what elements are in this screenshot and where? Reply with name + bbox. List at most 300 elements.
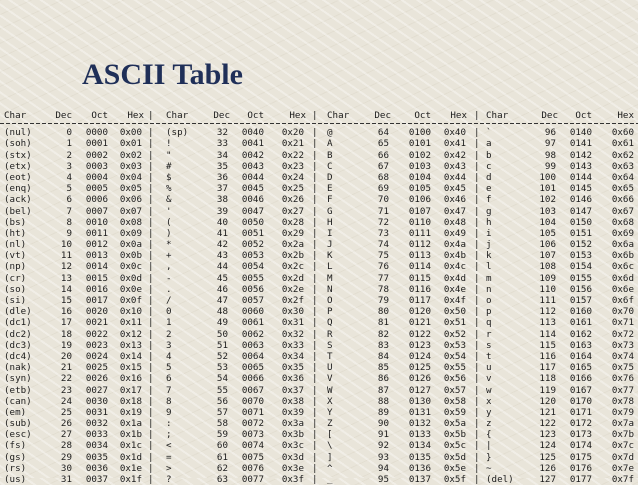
- cell-oct: 0131: [408, 406, 431, 418]
- cell-dec: 56: [216, 395, 228, 407]
- cell-hex: 0x59: [443, 406, 466, 418]
- cell-char: o: [486, 295, 492, 306]
- table-row: [0, 217, 638, 228]
- cell-oct: 0140: [569, 127, 592, 139]
- cell-dec: 15: [60, 295, 72, 306]
- cell-hex: 0x3c: [281, 440, 304, 452]
- cell-hex: 0x23: [281, 160, 304, 172]
- cell-char: (np): [4, 261, 27, 273]
- cell-oct: 0001: [85, 138, 108, 150]
- cell-hex: 0x3d: [281, 451, 304, 463]
- cell-oct: 0106: [408, 194, 431, 206]
- cell-char: C: [327, 160, 333, 172]
- cell-hex: 0x7e: [611, 462, 634, 474]
- cell-oct: 0055: [241, 272, 264, 284]
- column-separator: |: [312, 406, 318, 418]
- cell-char: h: [486, 216, 492, 228]
- cell-hex: 0x18: [119, 395, 142, 407]
- column-separator: |: [474, 384, 480, 396]
- column-separator: |: [312, 183, 318, 195]
- table-row: [0, 474, 638, 485]
- cell-dec: 26: [60, 418, 72, 430]
- cell-hex: 0x66: [611, 194, 634, 206]
- column-header: Dec: [213, 110, 230, 121]
- cell-hex: 0x4b: [443, 250, 466, 262]
- cell-hex: 0x2e: [281, 283, 304, 295]
- column-separator: |: [312, 462, 318, 474]
- cell-dec: 111: [539, 295, 556, 306]
- cell-dec: 1: [66, 138, 72, 150]
- table-row: [0, 396, 638, 407]
- cell-hex: 0x76: [611, 373, 634, 385]
- cell-dec: 115: [539, 339, 556, 351]
- cell-dec: 64: [377, 127, 389, 139]
- cell-oct: 0102: [408, 149, 431, 161]
- cell-dec: 37: [216, 183, 228, 195]
- column-separator: |: [148, 160, 154, 172]
- cell-char: ,: [166, 261, 172, 273]
- cell-char: j: [486, 239, 492, 251]
- table-row: [0, 273, 638, 284]
- cell-char: m: [486, 272, 492, 284]
- cell-hex: 0x5c: [443, 440, 466, 452]
- cell-char: 3: [166, 339, 172, 351]
- cell-oct: 0016: [85, 283, 108, 295]
- cell-dec: 8: [66, 216, 72, 228]
- cell-char: R: [327, 328, 333, 340]
- cell-hex: 0x1f: [119, 474, 142, 485]
- column-header: Char: [166, 110, 189, 121]
- cell-dec: 63: [216, 474, 228, 485]
- cell-char: D: [327, 171, 333, 183]
- column-header: |: [148, 110, 154, 121]
- cell-oct: 0165: [569, 362, 592, 374]
- cell-char: Z: [327, 418, 333, 430]
- cell-dec: 34: [216, 149, 228, 161]
- cell-hex: 0x2c: [281, 261, 304, 273]
- cell-hex: 0x4c: [443, 261, 466, 273]
- cell-hex: 0x64: [611, 171, 634, 183]
- column-separator: |: [148, 328, 154, 340]
- cell-hex: 0x55: [443, 362, 466, 374]
- column-separator: |: [148, 171, 154, 183]
- cell-hex: 0x4d: [443, 272, 466, 284]
- cell-oct: 0103: [408, 160, 431, 172]
- cell-char: (bel): [4, 205, 32, 217]
- column-separator: |: [148, 418, 154, 430]
- cell-hex: 0x3f: [281, 474, 304, 485]
- cell-dec: 100: [539, 171, 556, 183]
- cell-dec: 38: [216, 194, 228, 206]
- cell-hex: 0x0b: [119, 250, 142, 262]
- cell-char: X: [327, 395, 333, 407]
- cell-char: .: [166, 283, 172, 295]
- cell-hex: 0x33: [281, 339, 304, 351]
- cell-char: g: [486, 205, 492, 217]
- cell-char: (dle): [4, 306, 32, 318]
- cell-char: (ht): [4, 227, 27, 239]
- table-header-row: [0, 110, 638, 121]
- column-separator: |: [312, 440, 318, 452]
- cell-dec: 50: [216, 328, 228, 340]
- cell-oct: 0002: [85, 149, 108, 161]
- cell-char: (nak): [4, 362, 32, 374]
- column-separator: |: [474, 362, 480, 374]
- cell-oct: 0147: [569, 205, 592, 217]
- cell-char: (del): [486, 474, 514, 485]
- cell-dec: 76: [377, 261, 389, 273]
- cell-char: v: [486, 373, 492, 385]
- column-separator: |: [474, 205, 480, 217]
- column-separator: |: [312, 205, 318, 217]
- cell-char: J: [327, 239, 333, 251]
- cell-char: S: [327, 339, 333, 351]
- cell-char: ^: [327, 462, 333, 474]
- table-row: [0, 239, 638, 250]
- cell-dec: 104: [539, 216, 556, 228]
- cell-dec: 7: [66, 205, 72, 217]
- column-separator: |: [474, 272, 480, 284]
- column-separator: |: [312, 216, 318, 228]
- cell-oct: 0127: [408, 384, 431, 396]
- cell-hex: 0x35: [281, 362, 304, 374]
- cell-char: (em): [4, 406, 27, 418]
- cell-hex: 0x5d: [443, 451, 466, 463]
- cell-dec: 103: [539, 205, 556, 217]
- column-separator: |: [312, 451, 318, 463]
- cell-hex: 0x5a: [443, 418, 466, 430]
- table-row: [0, 429, 638, 440]
- cell-oct: 0017: [85, 295, 108, 306]
- cell-char: &: [166, 194, 172, 206]
- cell-char: T: [327, 350, 333, 362]
- cell-oct: 0161: [569, 317, 592, 329]
- cell-dec: 47: [216, 295, 228, 306]
- cell-hex: 0x6a: [611, 239, 634, 251]
- cell-hex: 0x6f: [611, 295, 634, 306]
- cell-char: 6: [166, 373, 172, 385]
- cell-oct: 0146: [569, 194, 592, 206]
- cell-dec: 44: [216, 261, 228, 273]
- cell-char: e: [486, 183, 492, 195]
- cell-hex: 0x61: [611, 138, 634, 150]
- cell-dec: 20: [60, 350, 72, 362]
- ascii-table: [0, 110, 638, 485]
- cell-dec: 106: [539, 239, 556, 251]
- cell-hex: 0x10: [119, 306, 142, 318]
- cell-dec: 87: [377, 384, 389, 396]
- cell-char: l: [486, 261, 492, 273]
- cell-oct: 0160: [569, 306, 592, 318]
- cell-oct: 0011: [85, 227, 108, 239]
- cell-hex: 0x05: [119, 183, 142, 195]
- cell-dec: 9: [66, 227, 72, 239]
- cell-dec: 14: [60, 283, 72, 295]
- cell-char: F: [327, 194, 333, 206]
- column-separator: |: [312, 317, 318, 329]
- cell-hex: 0x0a: [119, 239, 142, 251]
- cell-char: (esc): [4, 429, 32, 441]
- cell-dec: 11: [60, 250, 72, 262]
- cell-dec: 59: [216, 429, 228, 441]
- cell-char: z: [486, 418, 492, 430]
- cell-hex: 0x25: [281, 183, 304, 195]
- cell-char: y: [486, 406, 492, 418]
- cell-hex: 0x19: [119, 406, 142, 418]
- cell-char: p: [486, 306, 492, 318]
- cell-dec: 91: [377, 429, 389, 441]
- cell-char: (si): [4, 295, 27, 306]
- column-separator: |: [474, 160, 480, 172]
- cell-dec: 123: [539, 429, 556, 441]
- column-header: Hex: [289, 110, 306, 121]
- cell-dec: 60: [216, 440, 228, 452]
- cell-char: f: [486, 194, 492, 206]
- cell-hex: 0x60: [611, 127, 634, 139]
- cell-oct: 0175: [569, 451, 592, 463]
- cell-hex: 0x26: [281, 194, 304, 206]
- cell-oct: 0005: [85, 183, 108, 195]
- cell-dec: 127: [539, 474, 556, 485]
- column-separator: |: [148, 227, 154, 239]
- cell-oct: 0063: [241, 339, 264, 351]
- cell-hex: 0x57: [443, 384, 466, 396]
- table-row: [0, 317, 638, 328]
- column-separator: |: [312, 227, 318, 239]
- table-row: [0, 452, 638, 463]
- cell-hex: 0x7b: [611, 429, 634, 441]
- cell-dec: 88: [377, 395, 389, 407]
- cell-dec: 0: [66, 127, 72, 139]
- cell-hex: 0x6b: [611, 250, 634, 262]
- cell-char: n: [486, 283, 492, 295]
- cell-dec: 4: [66, 171, 72, 183]
- cell-oct: 0052: [241, 239, 264, 251]
- column-header: Dec: [374, 110, 391, 121]
- cell-oct: 0143: [569, 160, 592, 172]
- column-separator: |: [312, 194, 318, 206]
- column-header: Dec: [541, 110, 558, 121]
- cell-oct: 0113: [408, 250, 431, 262]
- cell-oct: 0036: [85, 462, 108, 474]
- column-separator: |: [312, 149, 318, 161]
- cell-char: M: [327, 272, 333, 284]
- cell-hex: 0x11: [119, 317, 142, 329]
- cell-oct: 0076: [241, 462, 264, 474]
- cell-dec: 119: [539, 384, 556, 396]
- cell-char: Y: [327, 406, 333, 418]
- cell-char: O: [327, 295, 333, 306]
- cell-oct: 0117: [408, 295, 431, 306]
- cell-char: (sub): [4, 418, 32, 430]
- cell-oct: 0144: [569, 171, 592, 183]
- cell-oct: 0020: [85, 306, 108, 318]
- cell-dec: 32: [216, 127, 228, 139]
- cell-hex: 0x1b: [119, 429, 142, 441]
- cell-dec: 48: [216, 306, 228, 318]
- column-header: Oct: [247, 110, 264, 121]
- column-separator: |: [474, 149, 480, 161]
- cell-hex: 0x06: [119, 194, 142, 206]
- table-row: [0, 161, 638, 172]
- cell-dec: 70: [377, 194, 389, 206]
- cell-oct: 0071: [241, 406, 264, 418]
- cell-oct: 0120: [408, 306, 431, 318]
- cell-char: (syn): [4, 373, 32, 385]
- cell-char: (dc3): [4, 339, 32, 351]
- column-header: |: [312, 110, 318, 121]
- cell-hex: 0x65: [611, 183, 634, 195]
- column-header: Oct: [414, 110, 431, 121]
- cell-dec: 12: [60, 261, 72, 273]
- cell-hex: 0x5e: [443, 462, 466, 474]
- cell-oct: 0065: [241, 362, 264, 374]
- cell-char: s: [486, 339, 492, 351]
- column-separator: |: [148, 205, 154, 217]
- cell-hex: 0x53: [443, 339, 466, 351]
- cell-oct: 0064: [241, 350, 264, 362]
- cell-dec: 118: [539, 373, 556, 385]
- cell-hex: 0x01: [119, 138, 142, 150]
- cell-char: (rs): [4, 462, 27, 474]
- column-separator: |: [148, 216, 154, 228]
- cell-dec: 43: [216, 250, 228, 262]
- cell-char: ~: [486, 462, 492, 474]
- column-header: Oct: [575, 110, 592, 121]
- cell-dec: 25: [60, 406, 72, 418]
- cell-char: W: [327, 384, 333, 396]
- cell-dec: 5: [66, 183, 72, 195]
- cell-hex: 0x2d: [281, 272, 304, 284]
- cell-dec: 36: [216, 171, 228, 183]
- cell-oct: 0171: [569, 406, 592, 418]
- cell-char: k: [486, 250, 492, 262]
- cell-oct: 0133: [408, 429, 431, 441]
- cell-char: (etb): [4, 384, 32, 396]
- column-separator: |: [148, 295, 154, 306]
- cell-oct: 0027: [85, 384, 108, 396]
- cell-hex: 0x71: [611, 317, 634, 329]
- cell-char: >: [166, 462, 172, 474]
- cell-char: r: [486, 328, 492, 340]
- cell-dec: 126: [539, 462, 556, 474]
- cell-char: ;: [166, 429, 172, 441]
- column-separator: |: [474, 339, 480, 351]
- cell-dec: 58: [216, 418, 228, 430]
- cell-char: G: [327, 205, 333, 217]
- cell-hex: 0x1c: [119, 440, 142, 452]
- table-row: [0, 329, 638, 340]
- cell-oct: 0007: [85, 205, 108, 217]
- cell-oct: 0101: [408, 138, 431, 150]
- cell-dec: 75: [377, 250, 389, 262]
- cell-dec: 2: [66, 149, 72, 161]
- cell-oct: 0154: [569, 261, 592, 273]
- cell-dec: 3: [66, 160, 72, 172]
- cell-oct: 0054: [241, 261, 264, 273]
- cell-oct: 0041: [241, 138, 264, 150]
- column-separator: |: [474, 171, 480, 183]
- cell-hex: 0x78: [611, 395, 634, 407]
- cell-dec: 22: [60, 373, 72, 385]
- cell-dec: 17: [60, 317, 72, 329]
- cell-char: ]: [327, 451, 333, 463]
- cell-oct: 0034: [85, 440, 108, 452]
- cell-char: %: [166, 183, 172, 195]
- column-separator: |: [148, 194, 154, 206]
- cell-oct: 0053: [241, 250, 264, 262]
- cell-hex: 0x6c: [611, 261, 634, 273]
- cell-char: (ack): [4, 194, 32, 206]
- cell-oct: 0032: [85, 418, 108, 430]
- column-separator: |: [148, 362, 154, 374]
- cell-char: 4: [166, 350, 172, 362]
- cell-hex: 0x44: [443, 171, 466, 183]
- column-separator: |: [474, 462, 480, 474]
- cell-hex: 0x5b: [443, 429, 466, 441]
- cell-hex: 0x0e: [119, 283, 142, 295]
- cell-oct: 0074: [241, 440, 264, 452]
- cell-oct: 0047: [241, 205, 264, 217]
- cell-dec: 74: [377, 239, 389, 251]
- cell-oct: 0170: [569, 395, 592, 407]
- cell-hex: 0x62: [611, 149, 634, 161]
- cell-hex: 0x7d: [611, 451, 634, 463]
- cell-dec: 55: [216, 384, 228, 396]
- cell-dec: 77: [377, 272, 389, 284]
- table-row: [0, 228, 638, 239]
- column-separator: |: [474, 440, 480, 452]
- cell-oct: 0134: [408, 440, 431, 452]
- cell-char: (etx): [4, 160, 32, 172]
- column-separator: |: [474, 306, 480, 318]
- cell-dec: 108: [539, 261, 556, 273]
- cell-char: t: [486, 350, 492, 362]
- column-separator: |: [474, 127, 480, 139]
- cell-dec: 62: [216, 462, 228, 474]
- cell-hex: 0x2a: [281, 239, 304, 251]
- cell-dec: 27: [60, 429, 72, 441]
- cell-hex: 0x0c: [119, 261, 142, 273]
- cell-dec: 99: [544, 160, 556, 172]
- cell-oct: 0172: [569, 418, 592, 430]
- cell-char: a: [486, 138, 492, 150]
- cell-dec: 65: [377, 138, 389, 150]
- column-separator: |: [312, 418, 318, 430]
- cell-hex: 0x24: [281, 171, 304, 183]
- cell-hex: 0x47: [443, 205, 466, 217]
- cell-char: ?: [166, 474, 172, 485]
- cell-hex: 0x63: [611, 160, 634, 172]
- cell-oct: 0124: [408, 350, 431, 362]
- cell-oct: 0051: [241, 227, 264, 239]
- cell-hex: 0x09: [119, 227, 142, 239]
- cell-dec: 89: [377, 406, 389, 418]
- cell-oct: 0046: [241, 194, 264, 206]
- column-header: Char: [327, 110, 350, 121]
- cell-dec: 102: [539, 194, 556, 206]
- cell-dec: 105: [539, 227, 556, 239]
- cell-char: (vt): [4, 250, 27, 262]
- table-row: [0, 340, 638, 351]
- cell-oct: 0105: [408, 183, 431, 195]
- column-separator: |: [312, 384, 318, 396]
- column-separator: |: [474, 350, 480, 362]
- cell-dec: 125: [539, 451, 556, 463]
- cell-oct: 0077: [241, 474, 264, 485]
- column-separator: |: [148, 239, 154, 251]
- column-separator: |: [312, 350, 318, 362]
